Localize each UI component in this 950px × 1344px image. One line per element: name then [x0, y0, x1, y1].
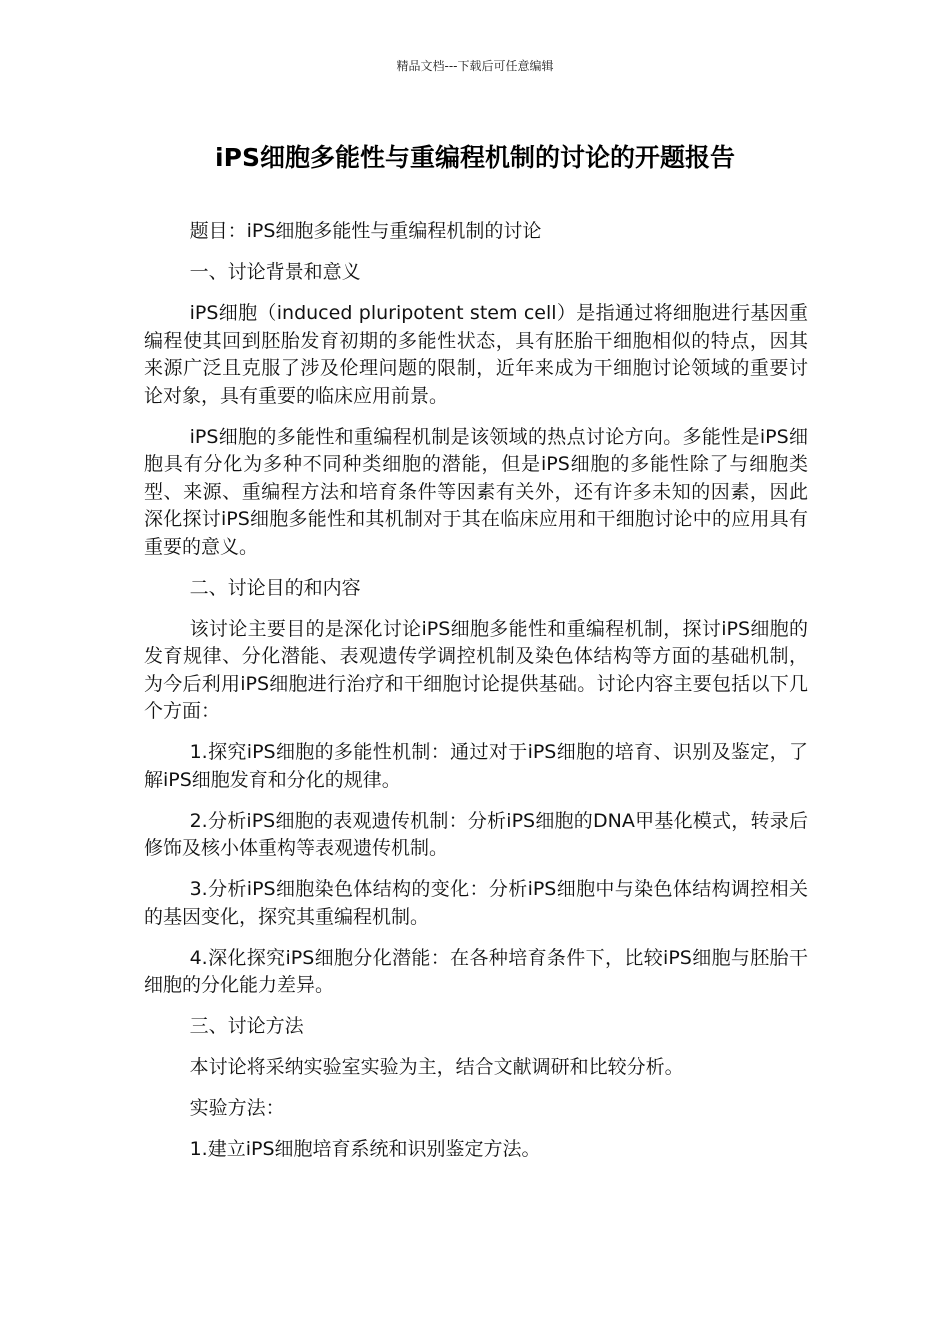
method-item-1: 1.建立iPS细胞培育系统和识别鉴定方法。 — [189, 1138, 541, 1160]
list-item-1: 1.探究iPS细胞的多能性机制：通过对于iPS细胞的培育、识别及鉴定，了解iPS细胞发育和分化的规律。 — [144, 741, 808, 791]
paragraph-purpose: 该讨论主要目的是深化讨论iPS细胞多能性和重编程机制，探讨iPS细胞的发育规律、分化潜能、表观遗传学调控机制及染色体结构等方面的基础机制，为今后利用iPS细胞进行治疗和干细胞讨论提供基础。讨论内容主要包括以下几个方面： — [144, 617, 808, 722]
list-item-2: 2.分析iPS细胞的表观遗传机制：分析iPS细胞的DNA甲基化模式，转录后修饰及核小体重构等表观遗传机制。 — [144, 809, 808, 859]
section-heading-background: 一、讨论背景和意义 — [189, 261, 361, 283]
paragraph-methods: 本讨论将采纳实验室实验为主，结合文献调研和比较分析。 — [189, 1056, 684, 1078]
paragraph-background-1: iPS细胞（induced pluripotent stem cell）是指通过将细胞进行基因重编程使其回到胚胎发育初期的多能性状态，具有胚胎干细胞相似的特点，因其来源广泛且克服了涉及伦理问题的限制，近年来成为干细胞讨论领域的重要讨论对象，具有重要的临床应用前景。 — [144, 302, 808, 407]
paragraph-background-2: iPS细胞的多能性和重编程机制是该领域的热点讨论方向。多能性是iPS细胞具有分化为多种不同种类细胞的潜能，但是iPS细胞的多能性除了与细胞类型、来源、重编程方法和培育条件等因素有关外，还有许多未知的因素，因此深化探讨iPS细胞多能性和其机制对于其在临床应用和干细胞讨论中的应用具有重要的意义。 — [144, 425, 808, 558]
document-body — [144, 218, 808, 1177]
section-heading-purpose: 二、讨论目的和内容 — [189, 576, 361, 599]
list-item-3: 3.分析iPS细胞染色体结构的变化：分析iPS细胞中与染色体结构调控相关的基因变化，探究其重编程机制。 — [144, 878, 808, 928]
paragraph-topic: 题目：iPS细胞多能性与重编程机制的讨论 — [189, 220, 542, 242]
document-title: iPS细胞多能性与重编程机制的讨论的开题报告 — [215, 143, 735, 172]
header-note: 精品文档---下载后可任意编辑 — [396, 59, 554, 73]
methods-subheading: 实验方法： — [189, 1097, 285, 1119]
list-item-4: 4.深化探究iPS细胞分化潜能：在各种培育条件下，比较iPS细胞与胚胎干细胞的分化能力差异。 — [144, 946, 808, 996]
section-heading-methods: 三、讨论方法 — [189, 1015, 304, 1037]
